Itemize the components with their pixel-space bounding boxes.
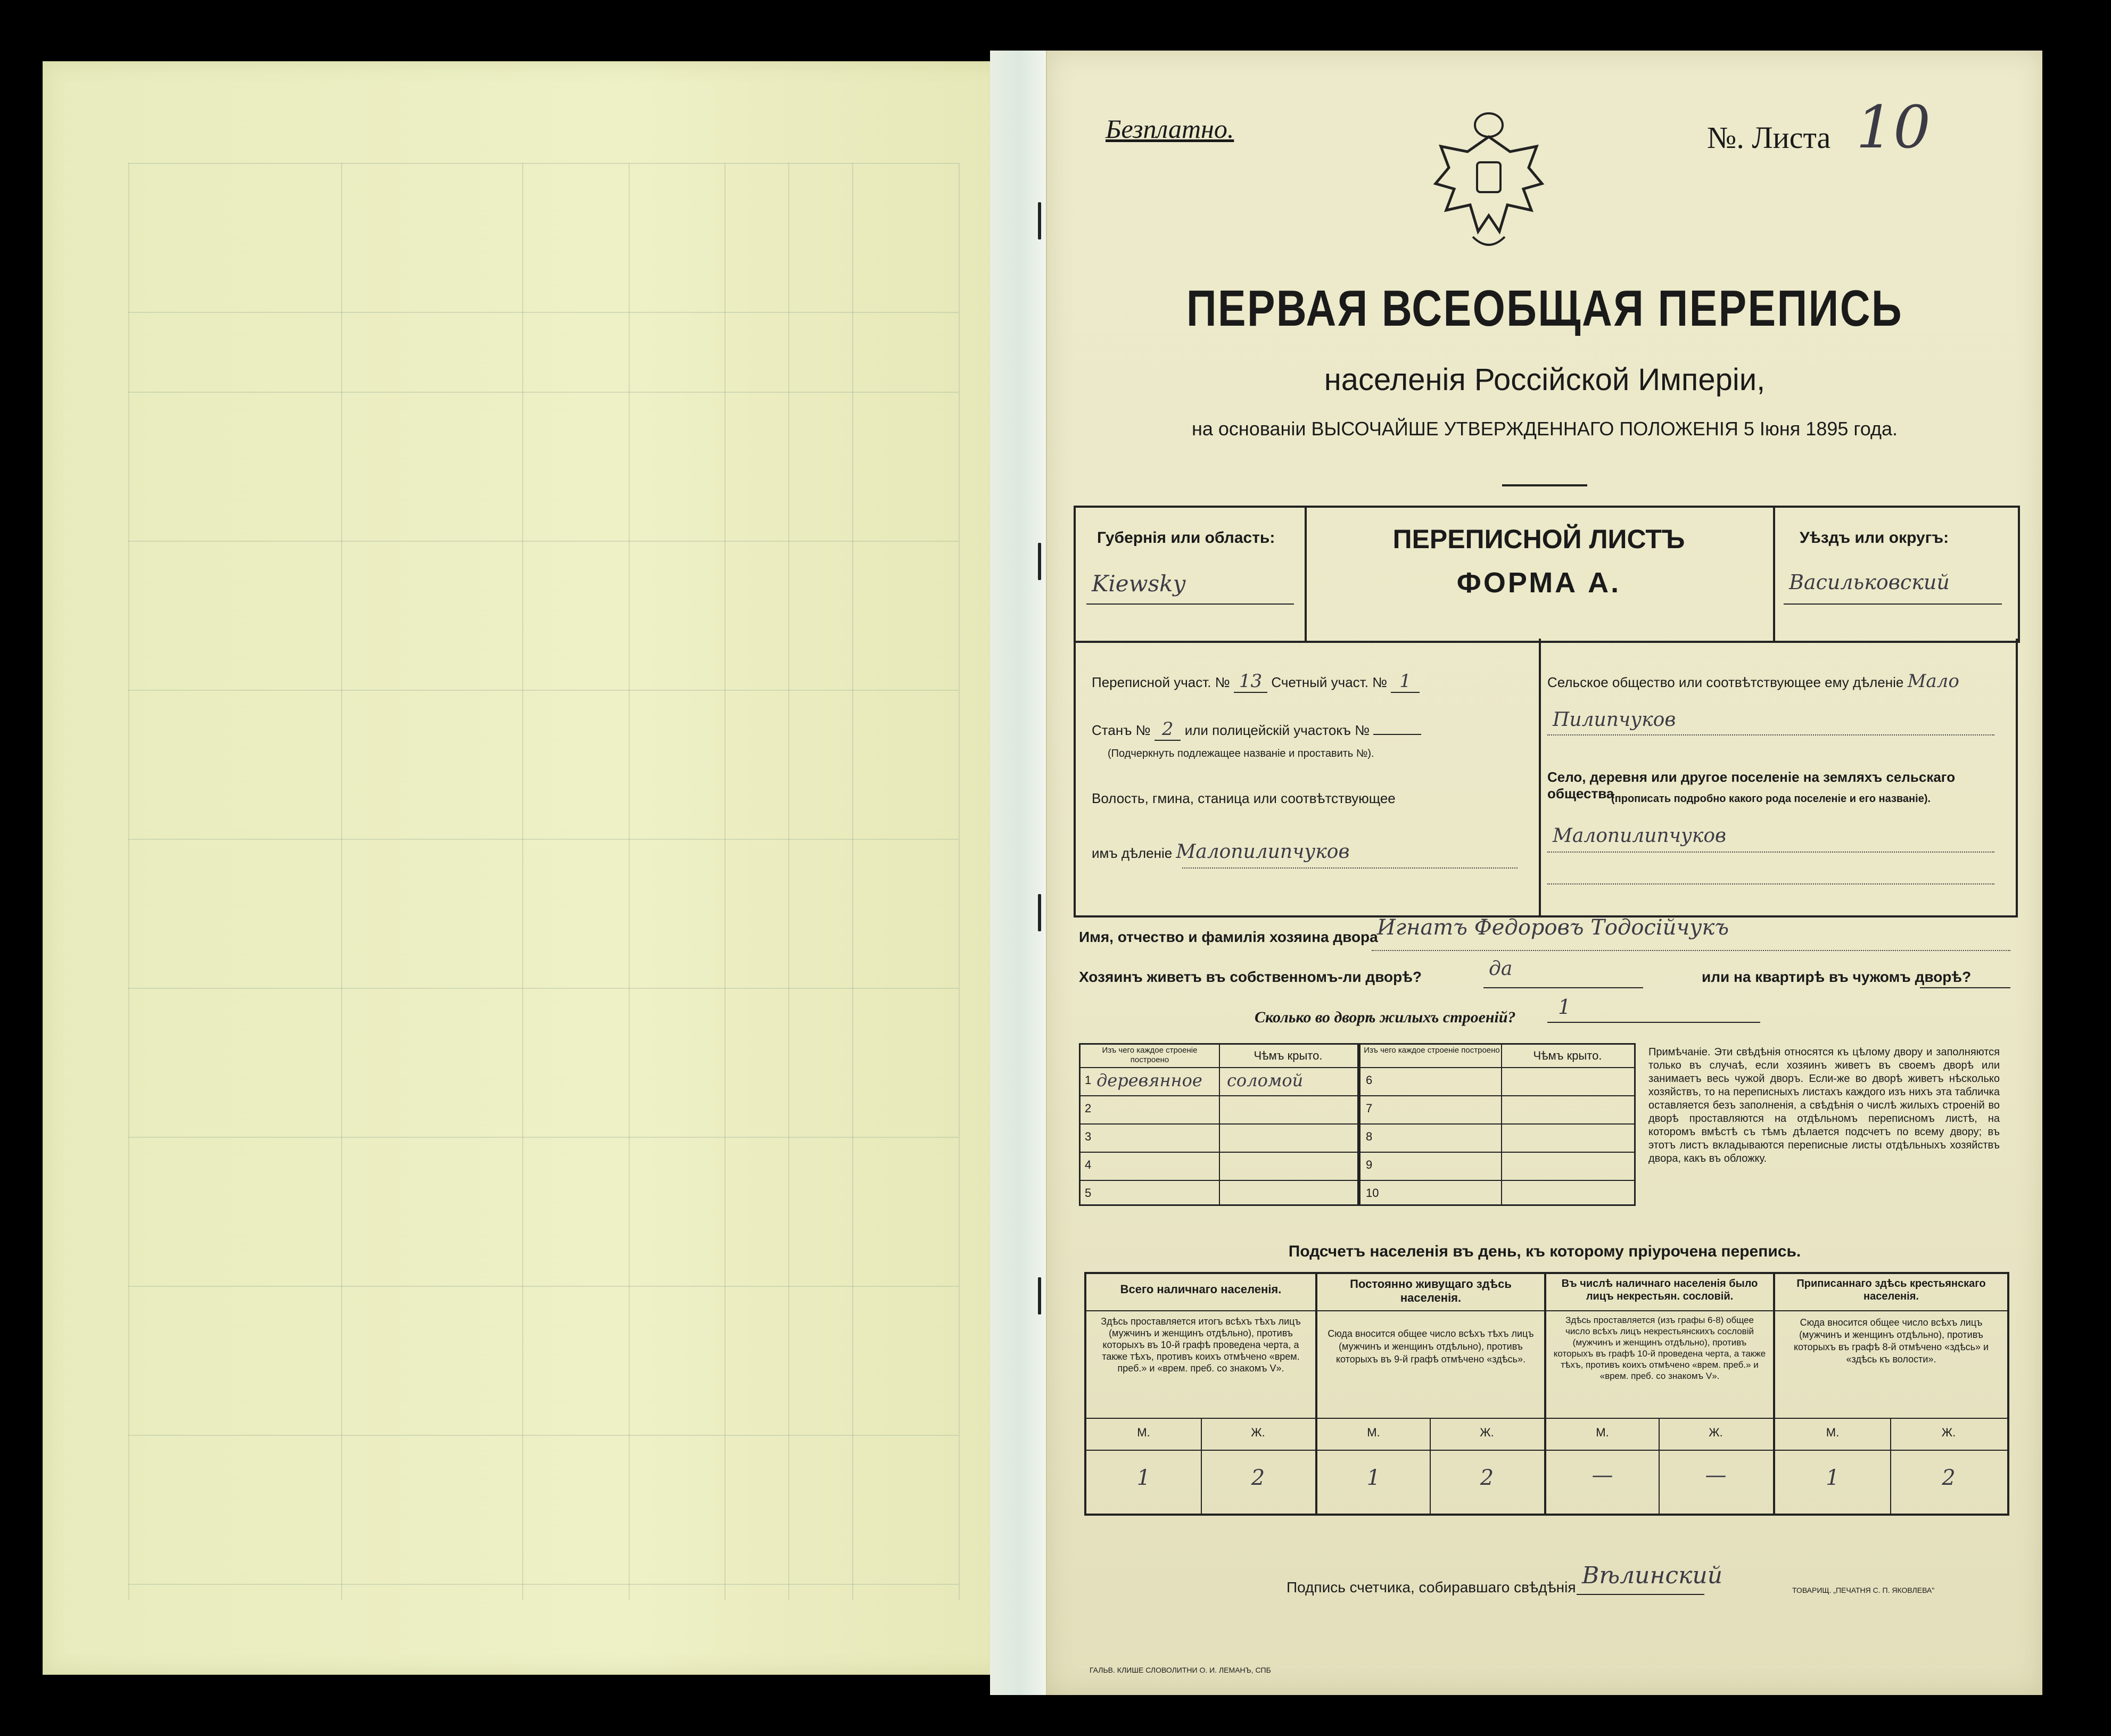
imperial-eagle-emblem [1430, 109, 1547, 253]
table-row: 10 [1366, 1186, 1379, 1200]
uezd-label: Уѣздъ или округъ: [1800, 529, 1949, 547]
registered-female-value: 2 [1942, 1466, 1956, 1490]
selo-label: Село, деревня или другое поселеніе на земляхъ сельскаго общества [1547, 769, 1956, 801]
buildings-rows-left [1081, 1068, 1357, 1208]
non-peasant-female-value: — [1705, 1463, 1727, 1487]
owner-name-label: Имя, отчество и фамилія хозяина двора [1079, 929, 1378, 945]
location-right-block [1537, 639, 2018, 917]
form-subtitle: населенія Россійской Имперіи, [1324, 362, 1766, 397]
population-table: Всего наличнаго населенія. Здѣсь проставляется итогъ всѣхъ тѣхъ лицъ (мужчинъ и женщинъ отдѣльно), противъ которыхъ въ 10-й графѣ проведена черта, а также тѣхъ, противъ коихъ отмѣчено «врем. преб.» и «врем. преб. со знакомъ V». М. Ж. 1 2 Постоянно живущаго здѣсь населенія. Сюда вносится общее число всѣхъ тѣхъ лицъ (мужчинъ и женщинъ отдѣльно), противъ которыхъ въ 9-й графѣ отмѣчено «здѣсь». М. Ж. 1 2 Въ числѣ наличнаго населенія было лицъ некрестьян. сословій. Здѣсь проставляется (изъ графы 6-8) общее число всѣхъ лицъ некрестьянскихъ сословій (мужчинъ и женщинъ отдѣльно), противъ которыхъ въ графѣ 10-й проведена черта, а также тѣхъ, противъ коихъ отмѣчено «врем. преб.» и «врем. преб. со знакомъ V». М. Ж. — — Приписаннаго здѣсь крестьянскаго населенія. Сюда вносится общее число всѣхъ лицъ (мужчинъ и женщинъ отдѣльно), противъ которыхъ въ графѣ 8-й отмѣчено «здѣсь» и «здѣсь къ волости». М. Ж. 1 2 [1084, 1272, 2009, 1516]
building-roof: соломой [1227, 1070, 1304, 1090]
stitch [1038, 543, 1041, 580]
uchastok-label: Переписной участ. № [1092, 674, 1230, 690]
stitch [1038, 202, 1041, 239]
uezd-value: Васильковский [1789, 571, 1950, 594]
own-yard-value: да [1489, 958, 1513, 980]
obshestvo-label: Сельское общество или соотвѣтствующее ему дѣленіе [1547, 674, 1904, 690]
table-row: 8 [1360, 1125, 1634, 1153]
sheet-number-handwritten: 10 [1856, 93, 1931, 161]
rent-label: или на квартирѣ въ чужомъ дворѣ? [1702, 969, 1972, 985]
sheet-number-label: №. Листа [1707, 120, 1831, 155]
volost-label-2: имъ дѣленіе [1092, 845, 1173, 861]
police-label: или полицейскій участокъ № [1184, 722, 1370, 738]
total-female-value: 2 [1251, 1466, 1265, 1490]
buildings-count-value: 1 [1558, 995, 1571, 1019]
obshestvo-value-1: Мало [1907, 671, 1959, 692]
population-count-title: Подсчетъ населенія въ день, къ которому пріурочена перепись. [1288, 1243, 1801, 1260]
registered-male-value: 1 [1826, 1466, 1840, 1490]
gubernia-label: Губернія или область: [1097, 529, 1275, 547]
own-yard-label: Хозяинъ живетъ въ собственномъ-ли дворѣ? [1079, 969, 1422, 985]
roof-header-right: Чѣмъ крыто. [1533, 1049, 1602, 1062]
gubernia-value: Kiewsky [1092, 571, 1186, 597]
enumerator-signature: Вѣлинский [1582, 1562, 1723, 1589]
selo-note: (прописать подробно какого рода поселеніе и его названіе). [1611, 793, 1931, 805]
total-male-value: 1 [1136, 1466, 1151, 1490]
schetny-label: Счетный участ. № [1271, 674, 1388, 690]
schetny-value: 1 [1391, 671, 1420, 693]
stitch [1038, 894, 1041, 931]
roof-header-left: Чѣмъ крыто. [1254, 1049, 1323, 1062]
free-label: Безплатно. [1106, 114, 1234, 144]
buildings-count-label: Сколько во дворѣ жилыхъ строеній? [1255, 1008, 1516, 1026]
legal-basis: на основаніи ВЫСОЧАЙШЕ УТВЕРЖДЕННАГО ПОЛОЖЕНІЯ 5 Іюня 1895 года. [1191, 418, 1898, 440]
location-left-block [1074, 639, 1541, 917]
ornament-divider [1502, 484, 1587, 486]
left-page [43, 61, 1007, 1675]
owner-name-value: Игнатъ Федоровъ Тодосійчукъ [1377, 915, 1729, 940]
uchastok-value: 13 [1234, 671, 1267, 693]
census-form-page [1046, 51, 2042, 1695]
table-row: 2 [1081, 1096, 1357, 1125]
stitch [1038, 1277, 1041, 1315]
book-spine [990, 51, 1049, 1695]
material-header-right: Изъ чего каждое строеніе построено [1364, 1046, 1500, 1055]
table-row: 7 [1360, 1096, 1634, 1125]
table-row: 9 [1360, 1153, 1634, 1181]
table-note: Примѣчаніе. Эти свѣдѣнія относятся къ цѣлому двору и заполняются только въ случаѣ, если хозяинъ живетъ въ своемъ дворѣ или занимаетъ весь чужой дворъ. Если-же во дворѣ живетъ нѣсколько хозяйствъ, то на переписныхъ листахъ каждого изъ нихъ эта табличка оставляется безъ заполненія, а свѣдѣнія о числѣ жилыхъ строеній во дворѣ проставляются на отдѣльномъ переписномъ листѣ, на которомъ вмѣстѣ съ тѣмъ дѣлается подсчетъ по всему двору; въ этотъ листъ вкладываются переписные листы отдѣльныхъ хозяйствъ двора, какъ въ обложку. [1648, 1046, 2000, 1164]
obshestvo-value-2: Пилипчуков [1553, 709, 1676, 731]
non-peasant-male-value: — [1592, 1463, 1613, 1487]
building-material: деревянное [1096, 1070, 1202, 1090]
buildings-table [1079, 1043, 1636, 1206]
form-header-box [1074, 506, 2020, 643]
table-row: 1 деревянное соломой [1081, 1068, 1357, 1096]
table-row: 3 [1081, 1125, 1357, 1153]
buildings-rows-right [1360, 1068, 1634, 1208]
permanent-male-value: 1 [1366, 1466, 1381, 1490]
stan-label: Станъ № [1092, 722, 1151, 738]
imprint-right: ТОВАРИЩ. „ПЕЧАТНЯ С. П. ЯКОВЛЕВА" [1792, 1586, 1935, 1594]
imprint-left: ГАЛЬВ. КЛИШЕ СЛОВОЛИТНИ О. И. ЛЕМАНЪ, СПБ [1090, 1666, 1271, 1674]
selo-value: Малопилипчуков [1553, 825, 1726, 847]
form-name: ФОРМА А. [1456, 567, 1621, 599]
table-row: 5 [1085, 1186, 1092, 1200]
volost-value: Малопилипчуков [1176, 841, 1350, 863]
table-row: 6 [1360, 1068, 1634, 1096]
table-row: 4 [1081, 1153, 1357, 1181]
form-sheet-title: ПЕРЕПИСНОЙ ЛИСТЪ [1392, 524, 1685, 554]
underline-note: (Подчеркнуть подлежащее названіе и проставить №). [1108, 748, 1374, 759]
stan-value: 2 [1155, 718, 1181, 741]
permanent-female-value: 2 [1480, 1466, 1494, 1490]
material-header-left: Изъ чего каждое строеніе построено [1102, 1046, 1198, 1064]
signature-label: Подпись счетчика, собиравшаго свѣдѣнія [1287, 1579, 1576, 1596]
form-main-title: ПЕРВАЯ ВСЕОБЩАЯ ПЕРЕПИСЬ [1186, 280, 1903, 337]
volost-label: Волость, гмина, станица или соотвѣтствующее [1092, 790, 1396, 806]
